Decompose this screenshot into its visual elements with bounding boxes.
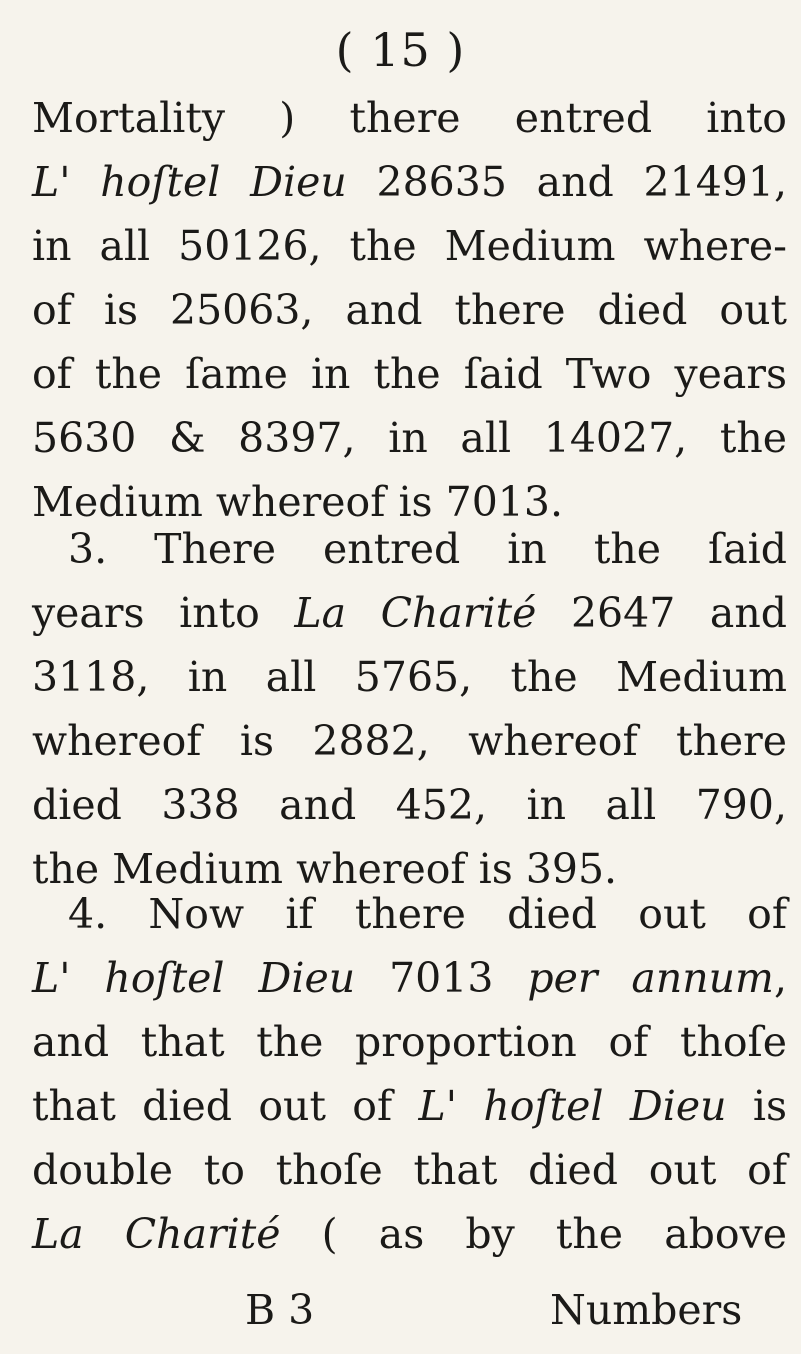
text-line: L' hoſtel Dieu 7013 per annum, [32,954,787,1002]
place-name: La Charité [32,1210,281,1258]
text-line: whereof is 2882, whereof there [32,717,787,765]
place-name: L' hoſtel Dieu [32,158,347,206]
text-line: 3118, in all 5765, the Medium [32,653,787,701]
text-line: 5630 & 8397, in all 14027, the [32,414,787,462]
text-line: that died out of L' hoſtel Dieu is [32,1082,788,1130]
paragraph-1 [32,86,787,534]
paragraph-3 [32,882,787,1266]
paragraph-2 [32,517,787,901]
text-line: years into La Charité 2647 and [32,589,787,637]
text-line: in all 50126, the Medium where- [32,222,787,270]
catchword: Numbers [550,1286,743,1334]
text-line: 4. Now if there died out of [68,890,787,938]
text-line: of the ſame in the ſaid Two years [32,350,787,398]
latin-phrase: per annum [527,954,774,1002]
text-line: the Medium whereof is 395. [32,845,618,893]
text-line: 3. There entred in the ſaid [68,525,787,573]
place-name: L' hoſtel Dieu [32,954,356,1002]
text-line: double to thoſe that died out of [32,1146,787,1194]
text-line: Mortality ) there entred into [32,94,787,142]
text-line: and that the proportion of thoſe [32,1018,787,1066]
text-line: La Charité ( as by the above [32,1210,788,1258]
page-number: ( 15 ) [335,23,466,77]
place-name: L' hoſtel Dieu [418,1082,727,1130]
place-name: La Charité [294,589,537,637]
text-line: of is 25063, and there died out [32,286,787,334]
text-line: Medium whereof is 7013. [32,478,563,526]
text-line: died 338 and 452, in all 790, [32,781,787,829]
signature-mark: B 3 [245,1286,315,1334]
text-line: L' hoſtel Dieu 28635 and 21491, [32,158,787,206]
